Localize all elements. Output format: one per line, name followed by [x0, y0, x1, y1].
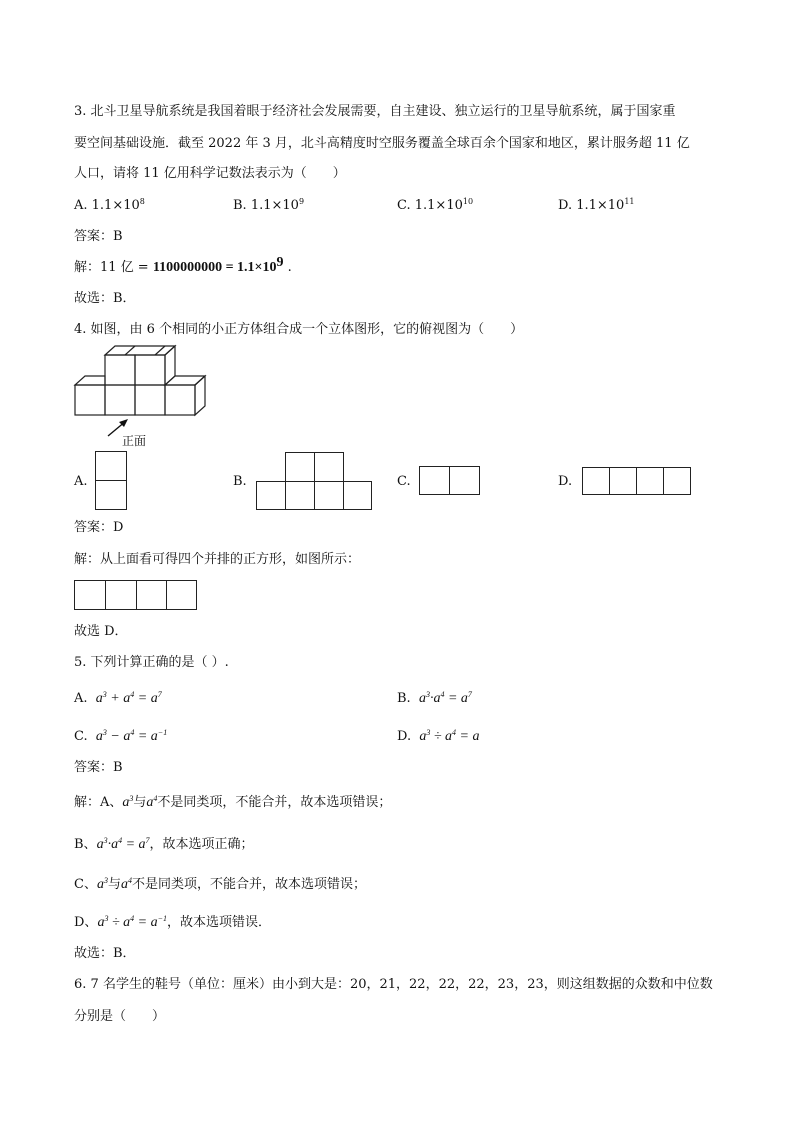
q3-solution: 解：11 亿 = $1100000000 = 1.1\times 10^9$ .	[74, 255, 292, 275]
q3-option-c: C. $1.1\times 10^{10}$	[397, 197, 474, 213]
q6-line2: 分别是（ ）	[74, 1009, 166, 1024]
q4-conclusion: 故选 D．	[74, 624, 128, 639]
q4-option-b-label: B.	[233, 474, 247, 489]
q5-answer: 答案：B	[74, 760, 123, 775]
q5-option-a: A. $a^3 + a^4 = a^7$	[74, 690, 162, 706]
q3-answer: 答案：B	[74, 229, 123, 244]
q4-option-a-label: A.	[74, 474, 88, 489]
q5-solution-a: 解：A、$a^3$与$a^4$不是同类项，不能合并，故本选项错误；	[74, 794, 392, 810]
q3-option-b: B. $1.1\times 10^9$	[233, 197, 305, 213]
q5-solution-c: C、$a^3$与$a^4$不是同类项，不能合并，故本选项错误；	[74, 876, 366, 892]
q3-line3: 人口，请将 11 亿用科学记数法表示为（ ）	[74, 166, 346, 181]
q5-option-c: C. $a^3 - a^4 = a^{-1}$	[74, 728, 168, 744]
q5-option-b: B. $a^3\cdot a^4 = a^7$	[397, 690, 472, 706]
q4-option-c-label: C.	[397, 474, 411, 489]
q5-solution-d: D、$a^3 \div a^4 = a^{-1}$，故本选项错误．	[74, 914, 271, 930]
q4-solution: 解：从上面看可得四个并排的正方形，如图所示：	[74, 552, 361, 567]
q3-line2: 要空间基础设施．截至 2022 年 3 月，北斗高精度时空服务覆盖全球百余个国家和地区，累计服务超 11 亿	[74, 136, 690, 151]
q4-option-d-label: D.	[558, 474, 573, 489]
q3-conclusion: 故选：B．	[74, 291, 136, 306]
q5-conclusion: 故选：B．	[74, 946, 136, 961]
q5-solution-b: B、$a^3\cdot a^4 = a^7$，故本选项正确；	[74, 836, 254, 852]
q5-question: 5. 下列计算正确的是（ ）.	[74, 655, 229, 670]
q6-line1: 6. 7 名学生的鞋号（单位：厘米）由小到大是：20，21，22，22，22，23，23，则这组数据的众数和中位数	[74, 977, 713, 992]
q3-line1: 3. 北斗卫星导航系统是我国着眼于经济社会发展需要，自主建设、独立运行的卫星导航系统，属于国家重	[74, 104, 676, 119]
q3-option-d: D. $1.1\times 10^{11}$	[558, 197, 635, 213]
q4-answer: 答案：D	[74, 520, 124, 535]
q5-option-d: D. $a^3 \div a^4 = a$	[397, 728, 480, 744]
cube-figure	[74, 345, 214, 425]
front-label: 正面	[122, 434, 147, 448]
q4-question: 4. 如图，由 6 个相同的小正方体组合成一个立体图形，它的俯视图为（ ）	[74, 322, 524, 337]
q3-option-a: A. $1.1\times 10^8$	[74, 197, 145, 213]
